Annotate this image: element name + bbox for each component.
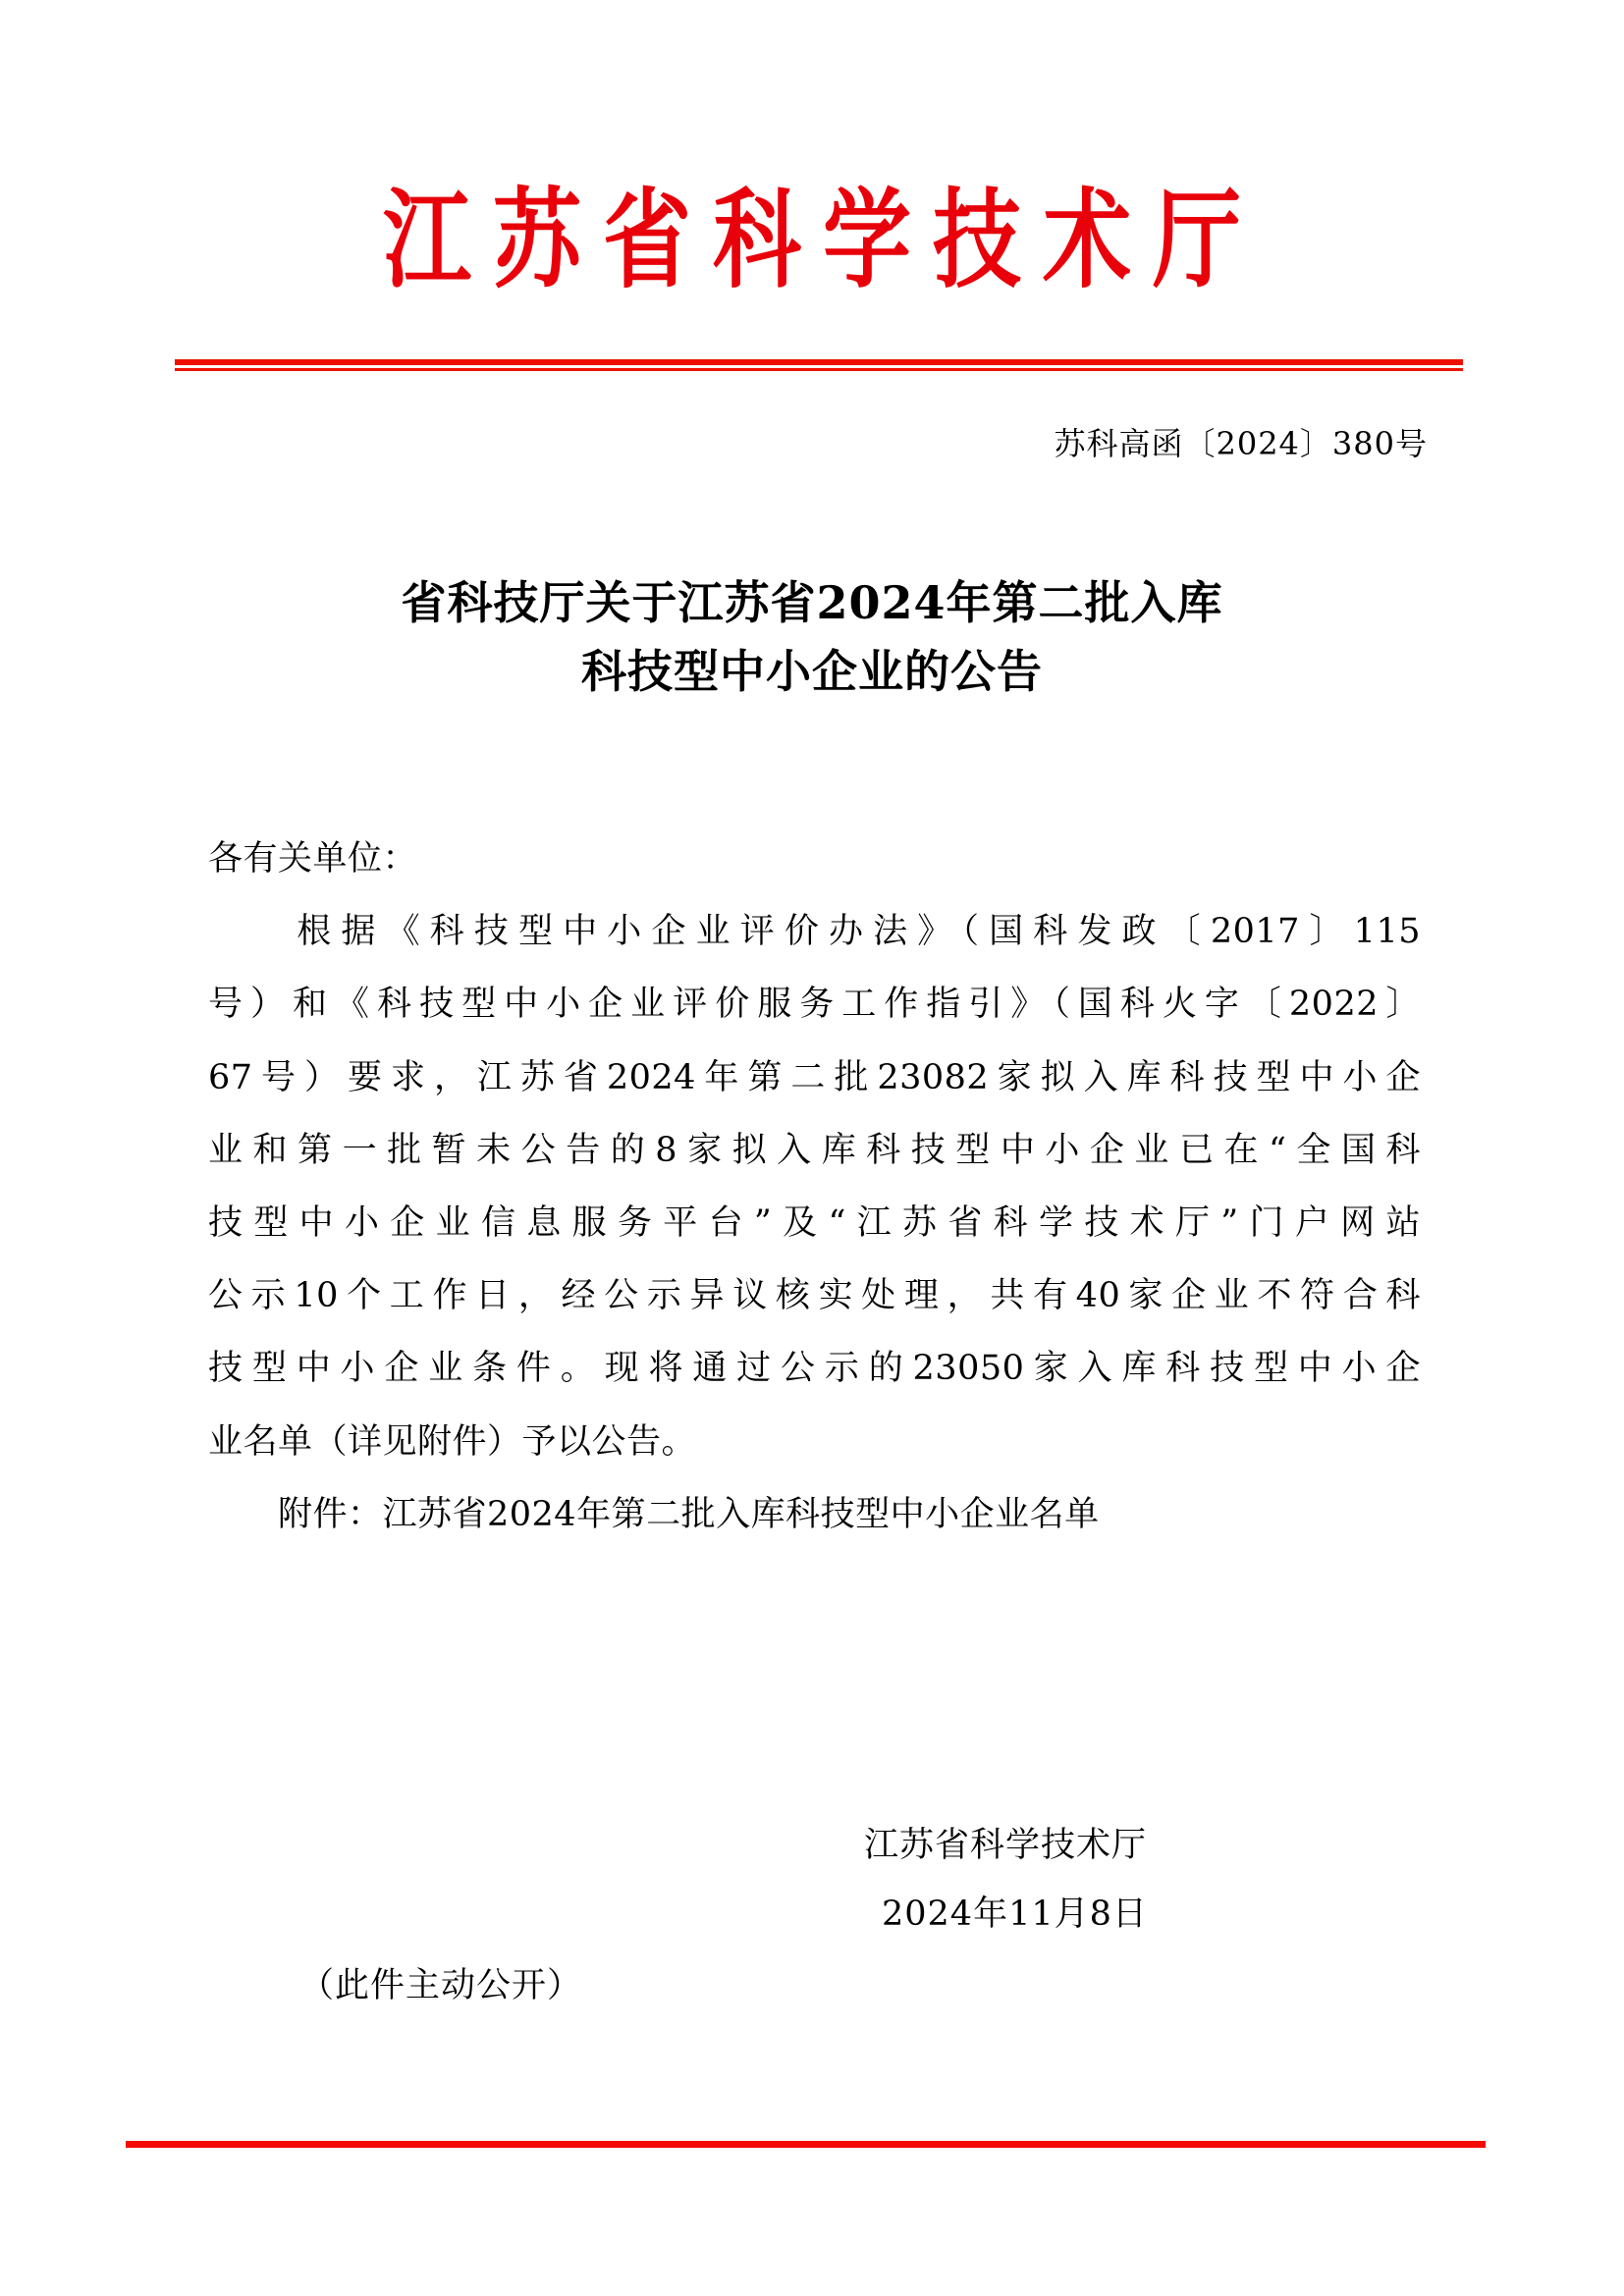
body-line: 公示10个工作日，经公示异议核实处理，共有40家企业不符合科: [208, 1276, 1421, 1316]
body-line: 技型中小企业条件。现将通过公示的23050家入库科技型中小企: [208, 1349, 1421, 1389]
signature-organization: 江苏省科学技术厅: [864, 1826, 1148, 1865]
masthead-organization: 江苏省科学技术厅: [383, 177, 1263, 304]
salutation: 各有关单位：: [208, 839, 418, 879]
signature-date: 2024年11月8日: [882, 1895, 1148, 1934]
page-title-line-2: 科技型中小企业的公告: [581, 644, 1043, 698]
header-rule-thick: [175, 359, 1463, 365]
signature-block: [864, 1811, 1148, 1949]
footer-rule: [126, 2141, 1486, 2148]
disclosure-note: （此件主动公开）: [299, 1966, 583, 2005]
page-title-line-1: 省科技厅关于江苏省2024年第二批入库: [401, 576, 1223, 629]
body-line: 技型中小企业信息服务平台”及“江苏省科学技术厅”门户网站: [208, 1202, 1421, 1243]
document-number: 苏科高函〔2024〕380号: [1054, 425, 1428, 462]
body-line: 根据《科技型中小企业评价办法》（国科发政〔2017〕115: [208, 912, 1421, 952]
masthead: [0, 177, 1624, 304]
page-title: [0, 569, 1624, 707]
header-rule-thin: [175, 368, 1463, 371]
attachment-line: 附件：江苏省2024年第二批入库科技型中小企业名单: [208, 1494, 1100, 1534]
body-line: 67号）要求，江苏省2024年第二批23082家拟入库科技型中小企: [208, 1057, 1421, 1097]
body-line: 号）和《科技型中小企业评价服务工作指引》（国科火字〔2022〕: [208, 985, 1421, 1025]
body-line: 业名单（详见附件）予以公告。: [208, 1421, 697, 1462]
document-body: [208, 823, 1421, 1551]
body-line: 业和第一批暂未公告的8家拟入库科技型中小企业已在“全国科: [208, 1130, 1421, 1170]
